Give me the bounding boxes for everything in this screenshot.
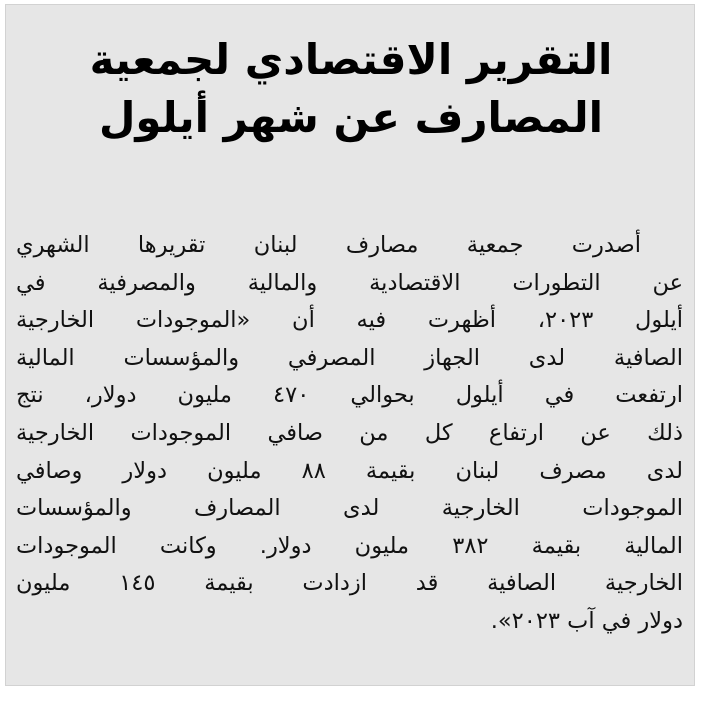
body-line: أصدرت جمعية مصارف لبنان تقريرها الشهري xyxy=(16,232,641,258)
body-line: أيلول ٢٠٢٣، أظهرت فيه أن «الموجودات الخارجية xyxy=(16,307,683,334)
body-line: ذلك عن ارتفاع كل من صافي الموجودات الخارجية xyxy=(16,419,683,446)
body-line: لدى مصرف لبنان بقيمة ٨٨ مليون دولار وصافي xyxy=(16,457,683,484)
body-line: الخارجية الصافية قد ازدادت بقيمة ١٤٥ مليون xyxy=(16,570,683,597)
article-body xyxy=(6,227,696,641)
body-line: عن التطورات الاقتصادية والمالية والمصرفية في xyxy=(16,269,683,296)
body-line: الصافية لدى الجهاز المصرفي والمؤسسات المالية xyxy=(16,344,683,371)
body-line: المالية بقيمة ٣٨٢ مليون دولار. وكانت الموجودات xyxy=(16,532,683,559)
body-line: الموجودات الخارجية لدى المصارف والمؤسسات xyxy=(16,495,683,522)
article-title xyxy=(6,31,696,147)
title-line: المصارف عن شهر أيلول xyxy=(98,93,604,142)
newspaper-clipping xyxy=(5,4,695,686)
body-line: ارتفعت في أيلول بحوالي ٤٧٠ مليون دولار، نتج xyxy=(16,382,683,409)
body-line: دولار في آب ٢٠٢٣». xyxy=(490,607,683,634)
title-line: التقرير الاقتصادي لجمعية xyxy=(89,35,613,84)
